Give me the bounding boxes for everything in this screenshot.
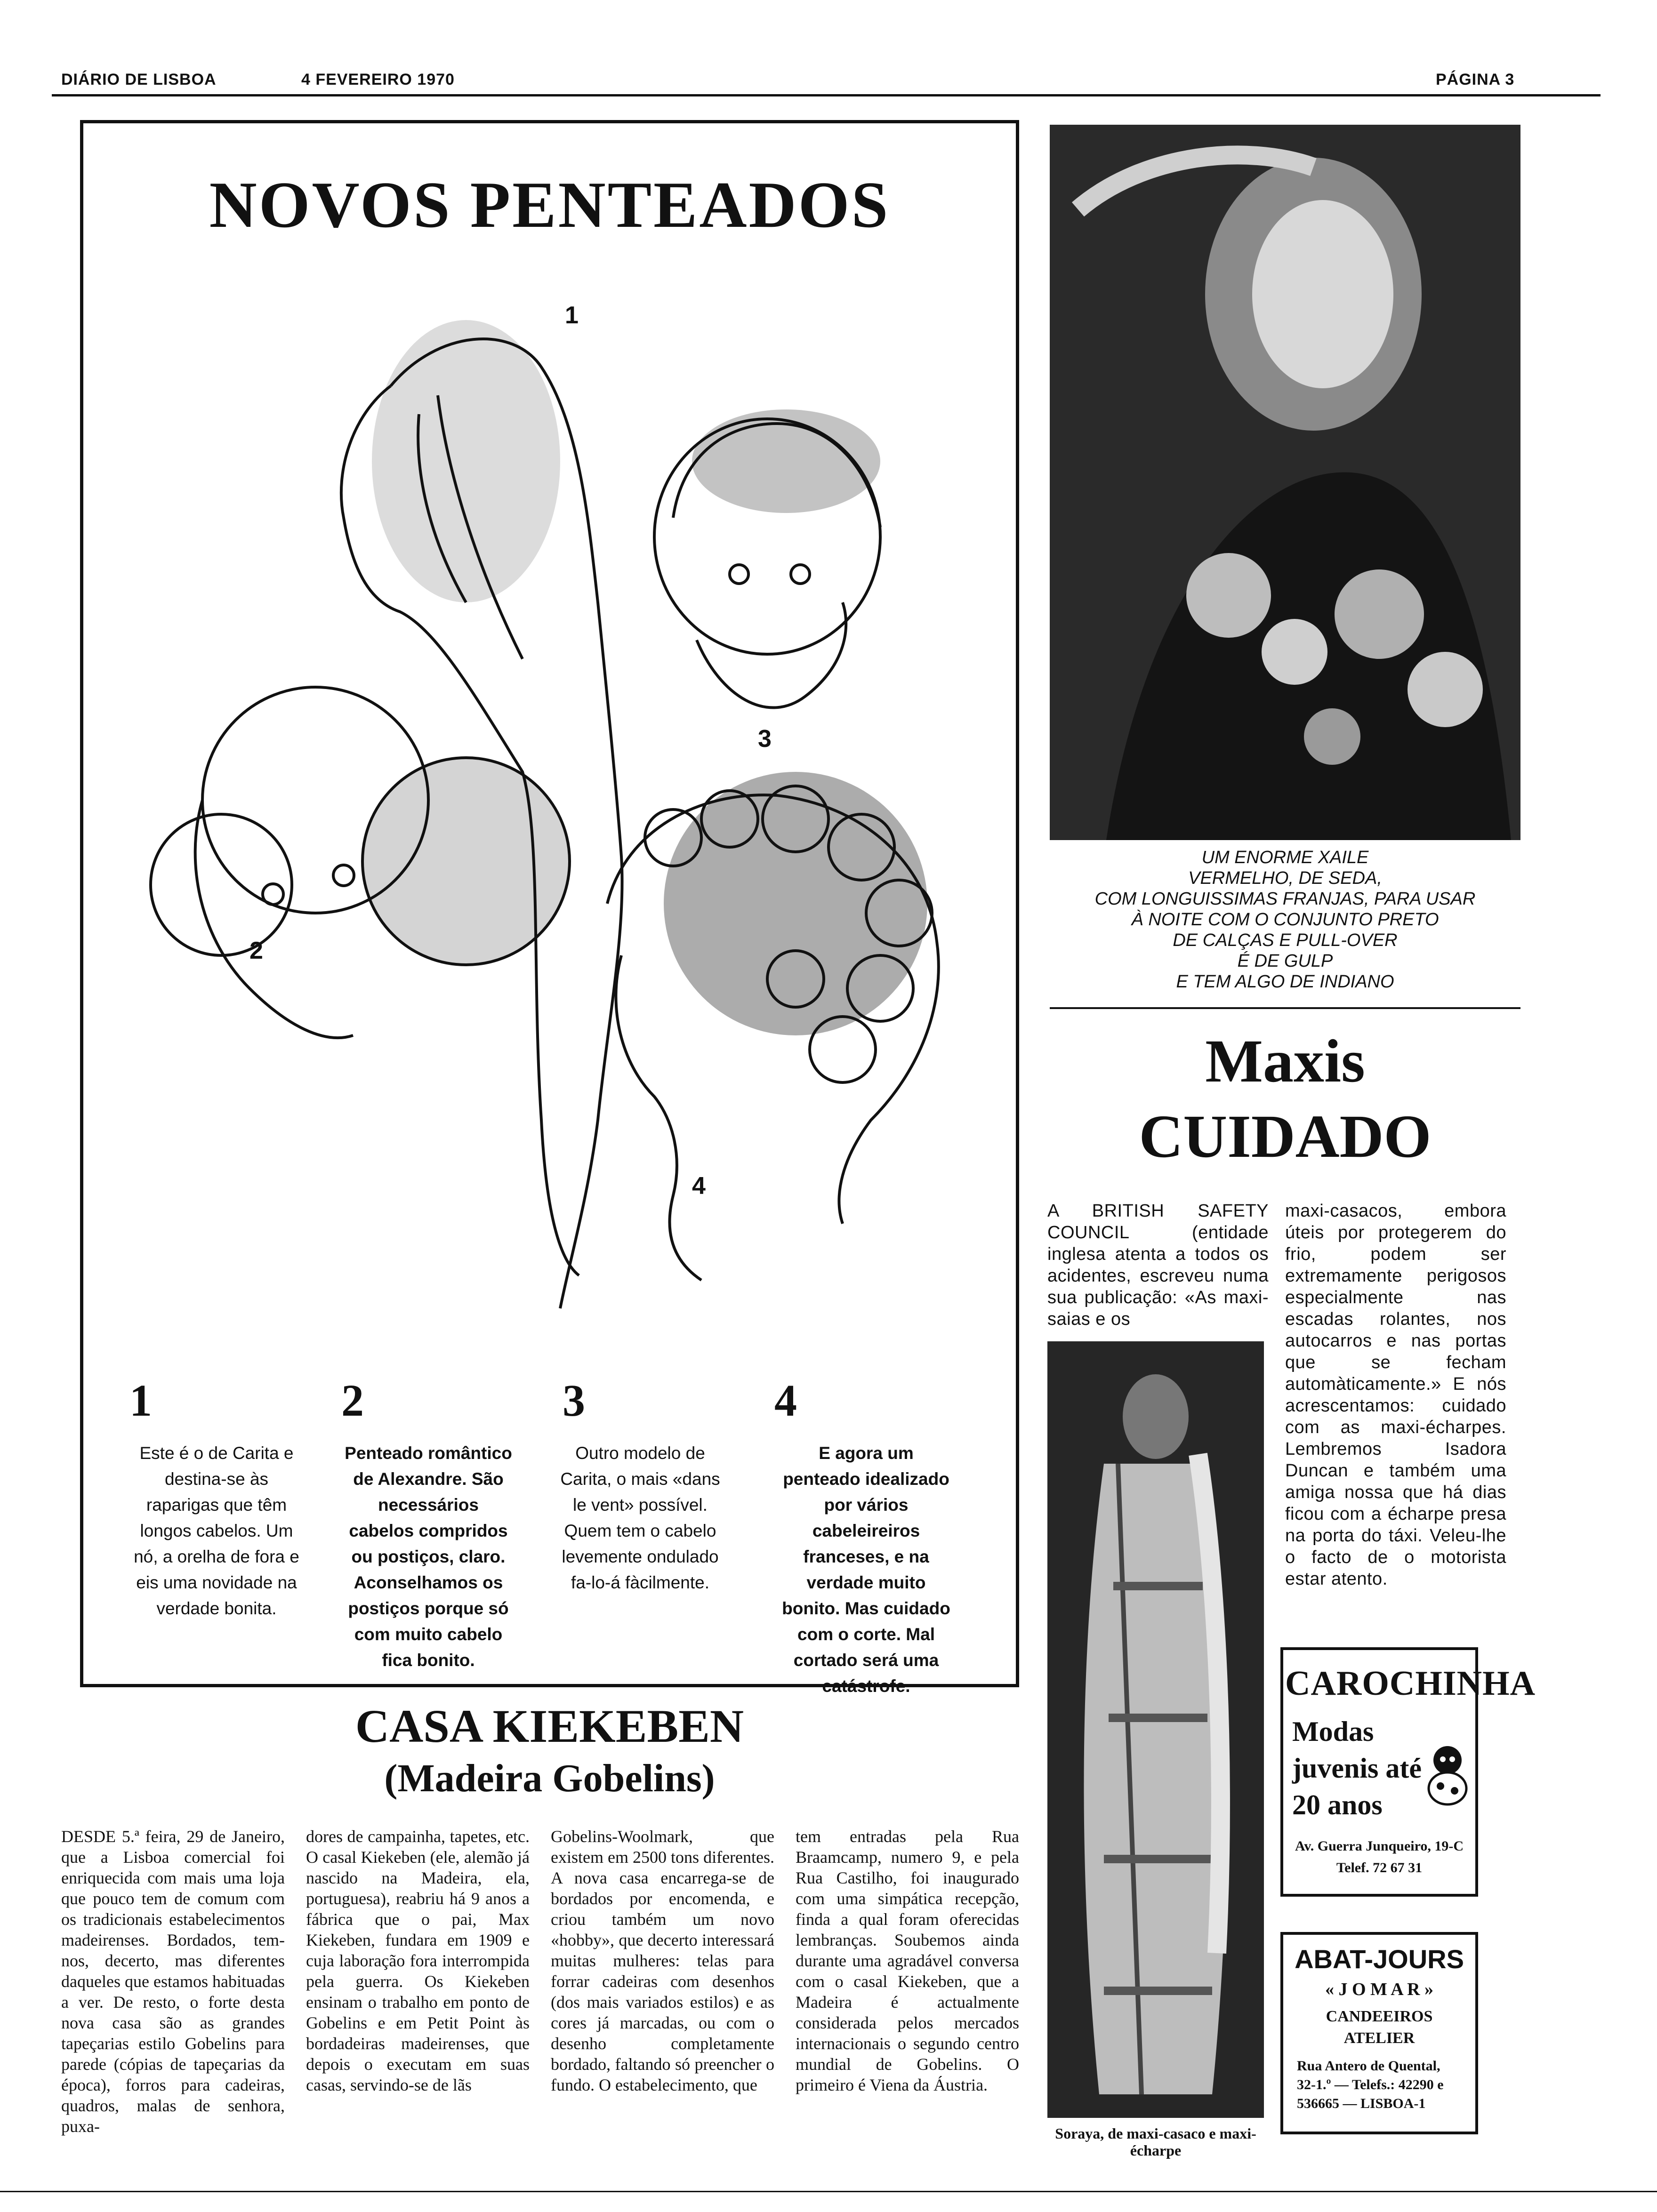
carochinha-contact [1285, 1835, 1473, 1879]
cuidado-title: CUIDADO [1139, 1103, 1432, 1170]
carochinha-line: Modas [1292, 1716, 1374, 1747]
jomar-name: « J O M A R » [1325, 1980, 1434, 1999]
illustration-label-1: 1 [565, 302, 579, 329]
ladybug-doll-icon [1422, 1741, 1473, 1807]
caption-line: COM LONGUISSIMAS FRANJAS, PARA USAR [1094, 889, 1476, 909]
carochinha-address: Av. Guerra Junqueiro, 19-C [1295, 1838, 1464, 1854]
caption-line: É DE GULP [1237, 951, 1333, 971]
kiekeben-column-4: tem entradas pela Rua Braamcamp, numero 9, e pela Rua Castilho, foi inaugurado com uma simpática recepção, finda a qual foram oferecidas lembranças. Soubemos ainda durante uma agradável conversa com o casal Kiekeben, que a Madeira é actualmente considerada pelos mercados internacionais o segundo centro mundial de Gobelins. O primeiro é Viena da Áustria. [796, 1827, 1019, 2094]
jomar-line: CANDEEIROS [1326, 2008, 1433, 2025]
carochinha-name: CAROCHINHA [1285, 1664, 1536, 1703]
illustration-label-4: 4 [692, 1172, 706, 1200]
newspaper-name: DIÁRIO DE LISBOA [61, 71, 217, 88]
jomar-line: ATELIER [1343, 2029, 1415, 2047]
kiekeben-column-1: DESDE 5.ª feira, 29 de Janeiro, que a Lisboa comercial foi enriquecida com mais uma loja que pouco tem de comum com os tradicionais estabelecimentos madeirenses. Bordados, tem-nos, decerto, mas diferentes daqueles que estamos habituadas a ver. De resto, o forte desta nova casa são as grandes tapeçarias estilo Gobelins para parede (cópias de tapeçarias da época), forros para cadeiras, quadros, malas de senhora, puxa- [61, 1827, 285, 2136]
carochinha-phone: Telef. 72 67 31 [1336, 1860, 1423, 1875]
section-rule [1050, 1007, 1520, 1009]
hairstyles-illustration [108, 273, 993, 1355]
maxis-column-1: A BRITISH SAFETY COUNCIL (entidade inglesa atenta a todos os acidentes, escreveu numa sua publicação: «As maxi-saias e os [1047, 1201, 1269, 1329]
header-rule [52, 94, 1601, 96]
kiekeben-subtitle: (Madeira Gobelins) [384, 1756, 715, 1800]
kiekeben-column-2: dores de campainha, tapetes, etc. O casal Kiekeben (ele, alemão já nascido na Madeira, ela, portuguesa), reabriu há 9 anos a fábrica que o pai, Max Kiekeben, fundara em 1909 e cuja laboração fora interrompida pela guerra. Os Kiekeben ensinam o trabalho em ponto de Gobelins e em Petit Point às bordadeiras madeirenses, que depois o executam em suas casas, servindo-se de lãs [306, 1827, 530, 2094]
jomar-title: ABAT-JOURS [1295, 1944, 1464, 1974]
caption-line: UM ENORME XAILE [1201, 848, 1369, 867]
page-number: PÁGINA 3 [1436, 71, 1515, 88]
jomar-lines [1285, 2006, 1473, 2049]
carochinha-text [1292, 1713, 1422, 1823]
illustration-label-3: 3 [758, 725, 772, 753]
desc-text-2: Penteado romântico de Alexandre. São necessários cabelos compridos ou postiços, claro. Aconselhamos os postiços porque só com muito cabelo fica bonito. [345, 1443, 512, 1670]
caption-line: À NOITE COM O CONJUNTO PRETO [1131, 910, 1439, 930]
caption-line: DE CALÇAS E PULL-OVER [1173, 930, 1398, 950]
shawl-photo-caption [1050, 847, 1520, 992]
shawl-photo [1050, 125, 1520, 840]
soraya-caption: Soraya, de maxi-casaco e maxi-écharpe [1055, 2125, 1256, 2159]
desc-number-3: 3 [563, 1375, 585, 1426]
desc-number-4: 4 [774, 1375, 797, 1426]
maxis-title: Maxis [1205, 1027, 1365, 1095]
desc-text-3: Outro modelo de Carita, o mais «dans le vent» possível. Quem tem o cabelo levemente ondulado fa-lo-á fàcilmente. [560, 1443, 720, 1592]
caption-line: VERMELHO, DE SEDA, [1188, 868, 1382, 888]
jomar-address: Rua Antero de Quental, 32-1.º — Telefs.: 42290 e 536665 — LISBOA-1 [1297, 2058, 1444, 2111]
carochinha-line: juvenis até [1292, 1753, 1422, 1784]
issue-date: 4 FEVEREIRO 1970 [301, 71, 455, 88]
illustration-label-2: 2 [249, 937, 263, 964]
maxis-column-2: maxi-casacos, embora úteis por protegerem do frio, podem ser extremamente perigosos especialmente nas escadas rolantes, nos autocarros e nas portas que se fecham automàticamente.» E nós acrescentamos: cuidado com as maxi-écharpes. Lembremos Isadora Duncan e também uma amiga nossa que há dias ficou com a écharpe presa na porta do táxi. Veleu-lhe o facto de o motorista estar atento. [1285, 1201, 1506, 1589]
desc-text-1: Este é o de Carita e destina-se às raparigas que têm longos cabelos. Um nó, a orelha de fora e eis uma novidade na verdade bonita. [134, 1443, 299, 1618]
carochinha-line: 20 anos [1292, 1789, 1383, 1820]
bottom-rule [0, 2191, 1657, 2192]
feature-title: NOVOS PENTEADOS [209, 168, 890, 241]
desc-text-4: E agora um penteado idealizado por vários cabeleireiros franceses, e na verdade muito bonito. Mas cuidado com o corte. Mal cortado será uma catástrofe. [782, 1443, 950, 1696]
kiekeben-column-3: Gobelins-Woolmark, que existem em 2500 tons diferentes. A nova casa encarrega-se de bordados por encomenda, e criou também um novo «hobby», que decerto interessará muitas mulheres: telas para forrar cadeiras com desenhos (dos mais variados estilos) e as cores já marcadas, ou com o desenho completamente bordado, faltando só preencher o fundo. O estabelecimento, que [551, 1827, 774, 2094]
desc-number-2: 2 [341, 1375, 364, 1426]
soraya-photo [1047, 1341, 1264, 2118]
caption-line: E TEM ALGO DE INDIANO [1176, 972, 1394, 992]
desc-number-1: 1 [129, 1375, 152, 1426]
kiekeben-title: CASA KIEKEBEN [355, 1700, 744, 1752]
